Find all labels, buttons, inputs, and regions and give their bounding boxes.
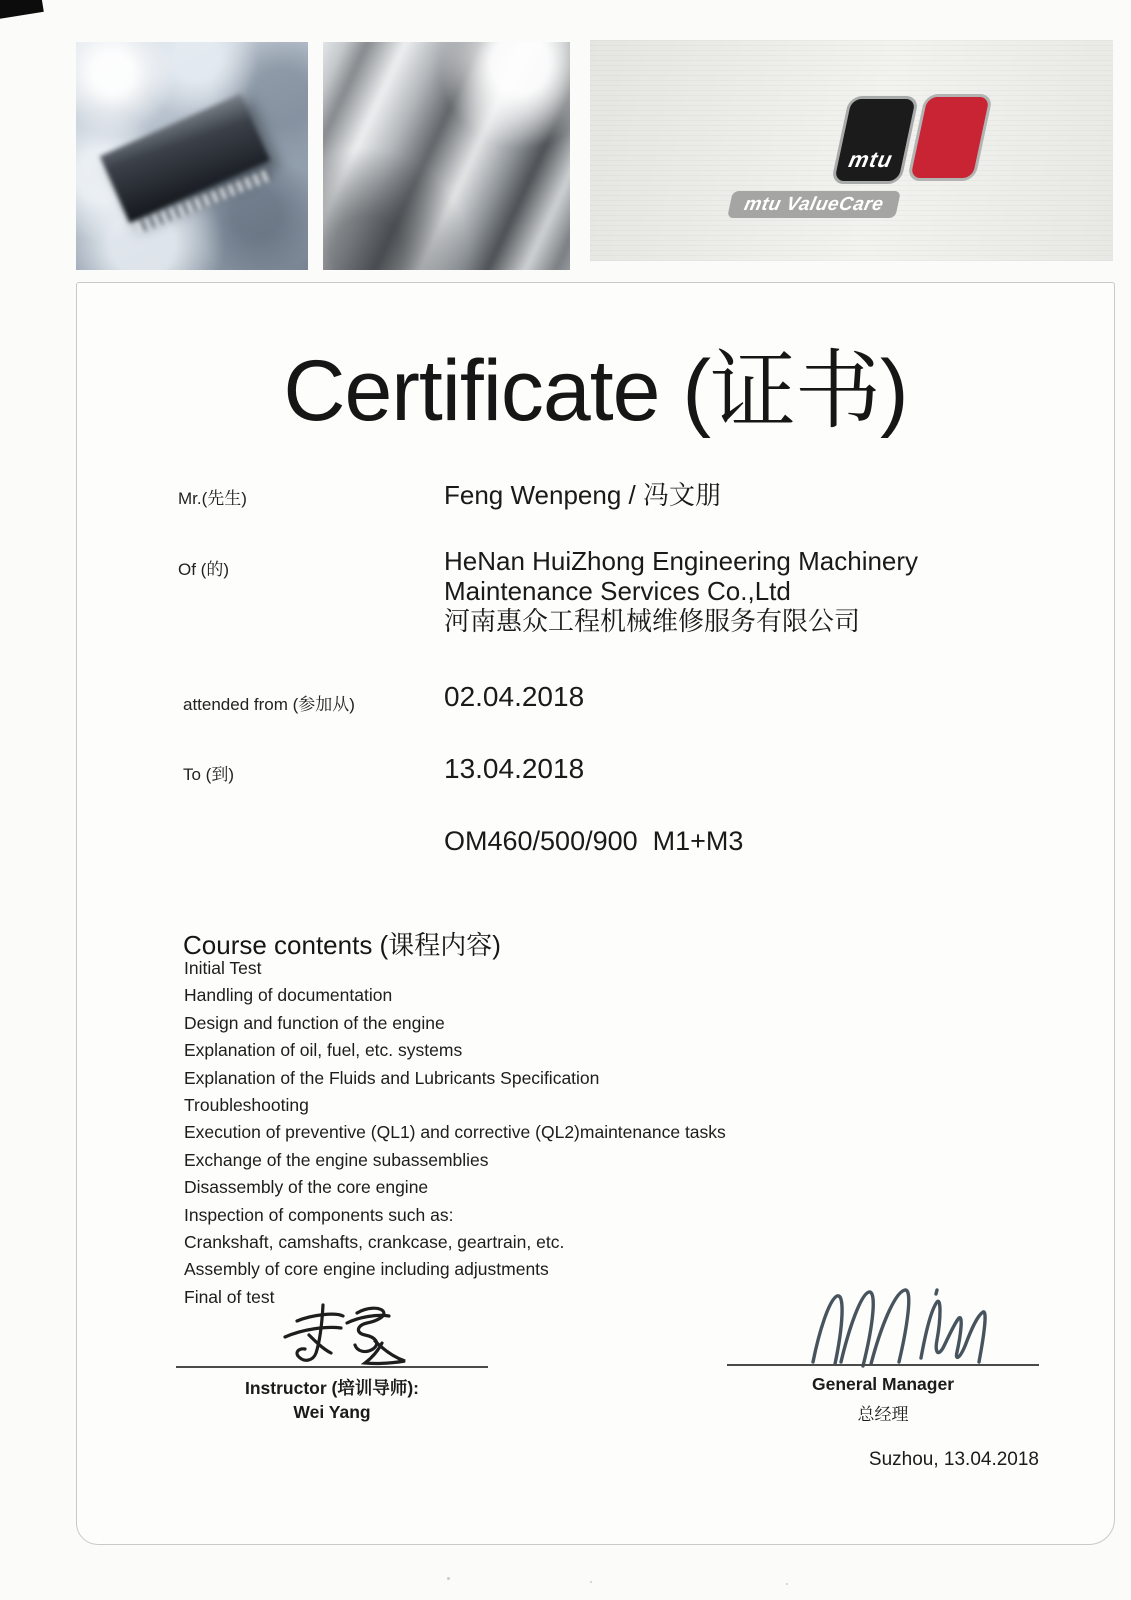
instructor-name: Wei Yang	[293, 1402, 371, 1422]
instructor-signature	[219, 1301, 449, 1373]
company-line-3: 河南惠众工程机械维修服务有限公司	[444, 606, 861, 636]
course-item: Execution of preventive (QL1) and corrective (QL2)maintenance tasks	[184, 1122, 726, 1143]
header-logo-panel	[590, 40, 1113, 261]
course-item: Exchange of the engine subassemblies	[184, 1149, 489, 1170]
general-manager-signature	[805, 1278, 1005, 1370]
course-item: Handling of documentation	[184, 985, 393, 1006]
field-label-attended-from: attended from (参加从)	[183, 695, 355, 714]
field-value-company	[444, 546, 918, 636]
field-value-course-code: OM460/500/900 M1+M3	[444, 826, 744, 856]
field-value-start-date: 02.04.2018	[444, 681, 585, 712]
course-item: Explanation of oil, fuel, etc. systems	[184, 1040, 463, 1061]
course-item: Explanation of the Fluids and Lubricants Specification	[184, 1067, 600, 1088]
course-item: Crankshaft, camshafts, crankcase, geartrain, etc.	[184, 1232, 565, 1253]
scan-corner-artifact	[0, 0, 44, 20]
field-label-mr: Mr.(先生)	[178, 489, 247, 508]
company-line-1: HeNan HuiZhong Engineering Machinery	[444, 546, 919, 576]
field-value-end-date: 13.04.2018	[444, 753, 585, 784]
place-and-date: Suzhou, 13.04.2018	[868, 1449, 1039, 1470]
circuit-board-photo-blur	[76, 42, 308, 270]
certificate-box	[76, 282, 1115, 1545]
course-item: Assembly of core engine including adjustments	[184, 1259, 549, 1280]
field-label-of: Of (的)	[178, 560, 229, 579]
company-line-2: Maintenance Services Co.,Ltd	[444, 576, 791, 606]
course-contents-list	[184, 955, 884, 1311]
mtu-valuecare-badge: mtu ValueCare	[727, 191, 901, 218]
scan-dust-artifact	[447, 1577, 450, 1580]
scan-dust-artifact	[786, 1583, 788, 1585]
course-item: Troubleshooting	[184, 1095, 309, 1116]
course-item: Design and function of the engine	[184, 1012, 445, 1033]
instructor-signature-line	[176, 1366, 488, 1368]
course-item: Disassembly of the core engine	[184, 1177, 429, 1198]
course-item: Inspection of components such as:	[184, 1204, 454, 1225]
certificate-title: Certificate (证书)	[283, 343, 908, 439]
mtu-logo-red-shape	[907, 94, 993, 181]
engine-photo-blur	[323, 42, 570, 270]
field-label-to: To (到)	[183, 765, 234, 784]
scan-dust-artifact	[590, 1581, 592, 1583]
general-manager-role-cn: 总经理	[857, 1405, 909, 1424]
instructor-role-label: Instructor (培训导师):	[244, 1378, 420, 1398]
circuit-board-photo	[76, 42, 308, 270]
course-item: Initial Test	[184, 958, 262, 978]
mtu-logo-black-shape	[831, 96, 920, 184]
general-manager-role-label: General Manager	[812, 1374, 954, 1394]
course-item: Final of test	[184, 1286, 275, 1307]
course-contents-heading: Course contents (课程内容)	[183, 930, 501, 960]
mtu-logo-text: mtu	[846, 147, 896, 172]
engine-photo	[323, 42, 570, 270]
general-manager-signature-line	[727, 1364, 1039, 1366]
field-value-name: Feng Wenpeng / 冯文朋	[444, 480, 721, 510]
